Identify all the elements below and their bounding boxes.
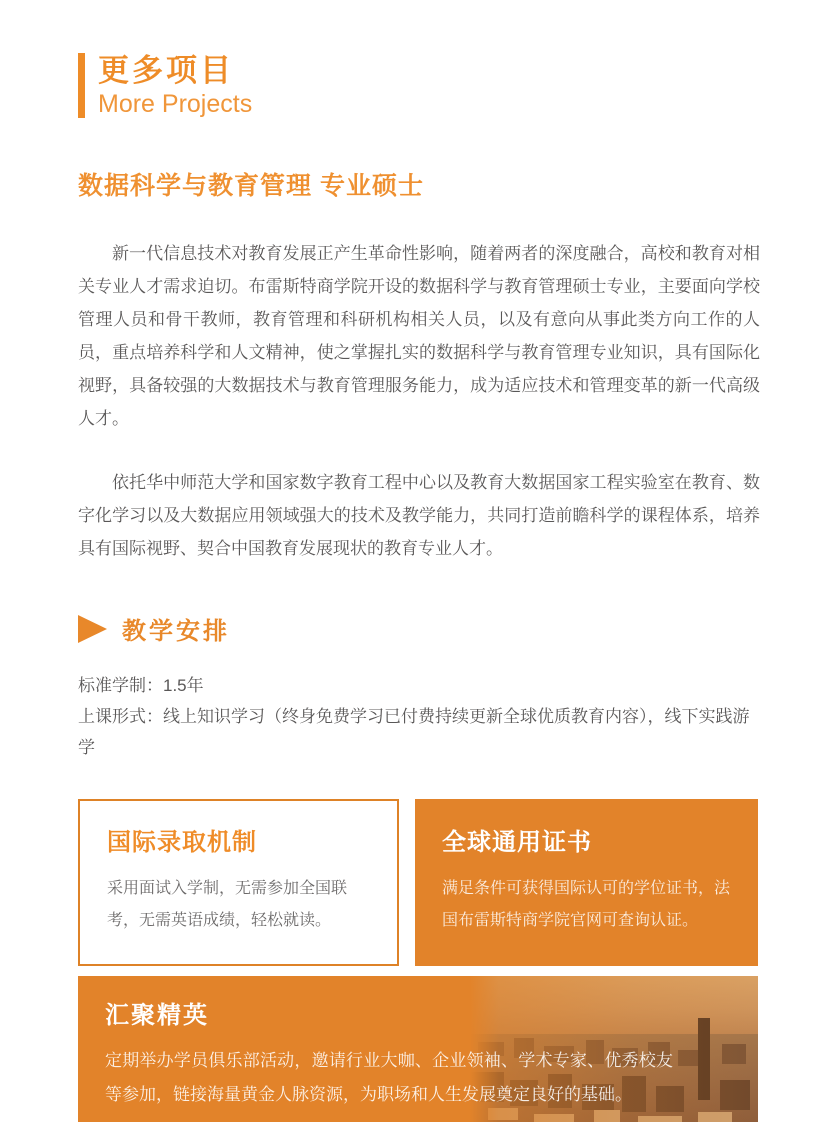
card-certificate-body: 满足条件可获得国际认可的学位证书，法国布雷斯特商学院官网可查询认证。	[442, 880, 731, 929]
card-admission	[78, 799, 399, 966]
triangle-icon	[78, 614, 107, 644]
schedule-duration: 标准学制：1.5年	[78, 676, 204, 695]
program-paragraph-2: 依托华中师范大学和国家数字教育工程中心以及教育大数据国家工程实验室在教育、数字化学习以及大数据应用领域强大的技术及教学能力，共同打造前瞻科学的课程体系，培养具有国际视野、契合中国教育发展现状的教育专业人才。	[78, 473, 760, 558]
card-admission-title: 国际录取机制	[107, 829, 257, 856]
schedule-section-title: 教学安排	[122, 618, 230, 645]
page-title-cn: 更多项目	[98, 53, 234, 88]
program-title: 数据科学与教育管理 专业硕士	[78, 172, 424, 200]
card-elite-body: 定期举办学员俱乐部活动，邀请行业大咖、企业领袖、学术专家、优秀校友等参加，链接海量黄金人脉资源，为职场和人生发展奠定良好的基础。	[105, 1051, 673, 1104]
card-certificate	[415, 799, 758, 966]
card-certificate-title: 全球通用证书	[442, 829, 592, 856]
page-header	[78, 0, 760, 118]
feature-cards-row	[78, 799, 760, 966]
program-paragraph-1: 新一代信息技术对教育发展正产生革命性影响，随着两者的深度融合，高校和教育对相关专业人才需求迫切。布雷斯特商学院开设的数据科学与教育管理硕士专业，主要面向学校管理人员和骨干教师，教育管理和科研机构相关人员，以及有意向从事此类方向工作的人员，重点培养科学和人文精神，使之掌握扎实的数据科学与教育管理专业知识，具有国际化视野，具备较强的大数据技术与教育管理服务能力，成为适应技术和管理变革的新一代高级人才。	[78, 244, 760, 428]
accent-bar	[78, 53, 85, 118]
schedule-info	[78, 670, 760, 763]
schedule-format: 上课形式：线上知识学习（终身免费学习已付费持续更新全球优质教育内容），线下实践游学	[78, 707, 750, 757]
schedule-section-head	[78, 611, 760, 646]
card-elite	[78, 976, 758, 1122]
card-elite-title: 汇聚精英	[105, 1002, 209, 1029]
card-admission-body: 采用面试入学制，无需参加全国联考，无需英语成绩，轻松就读。	[107, 880, 348, 929]
page-title-en: More Projects	[98, 90, 253, 118]
